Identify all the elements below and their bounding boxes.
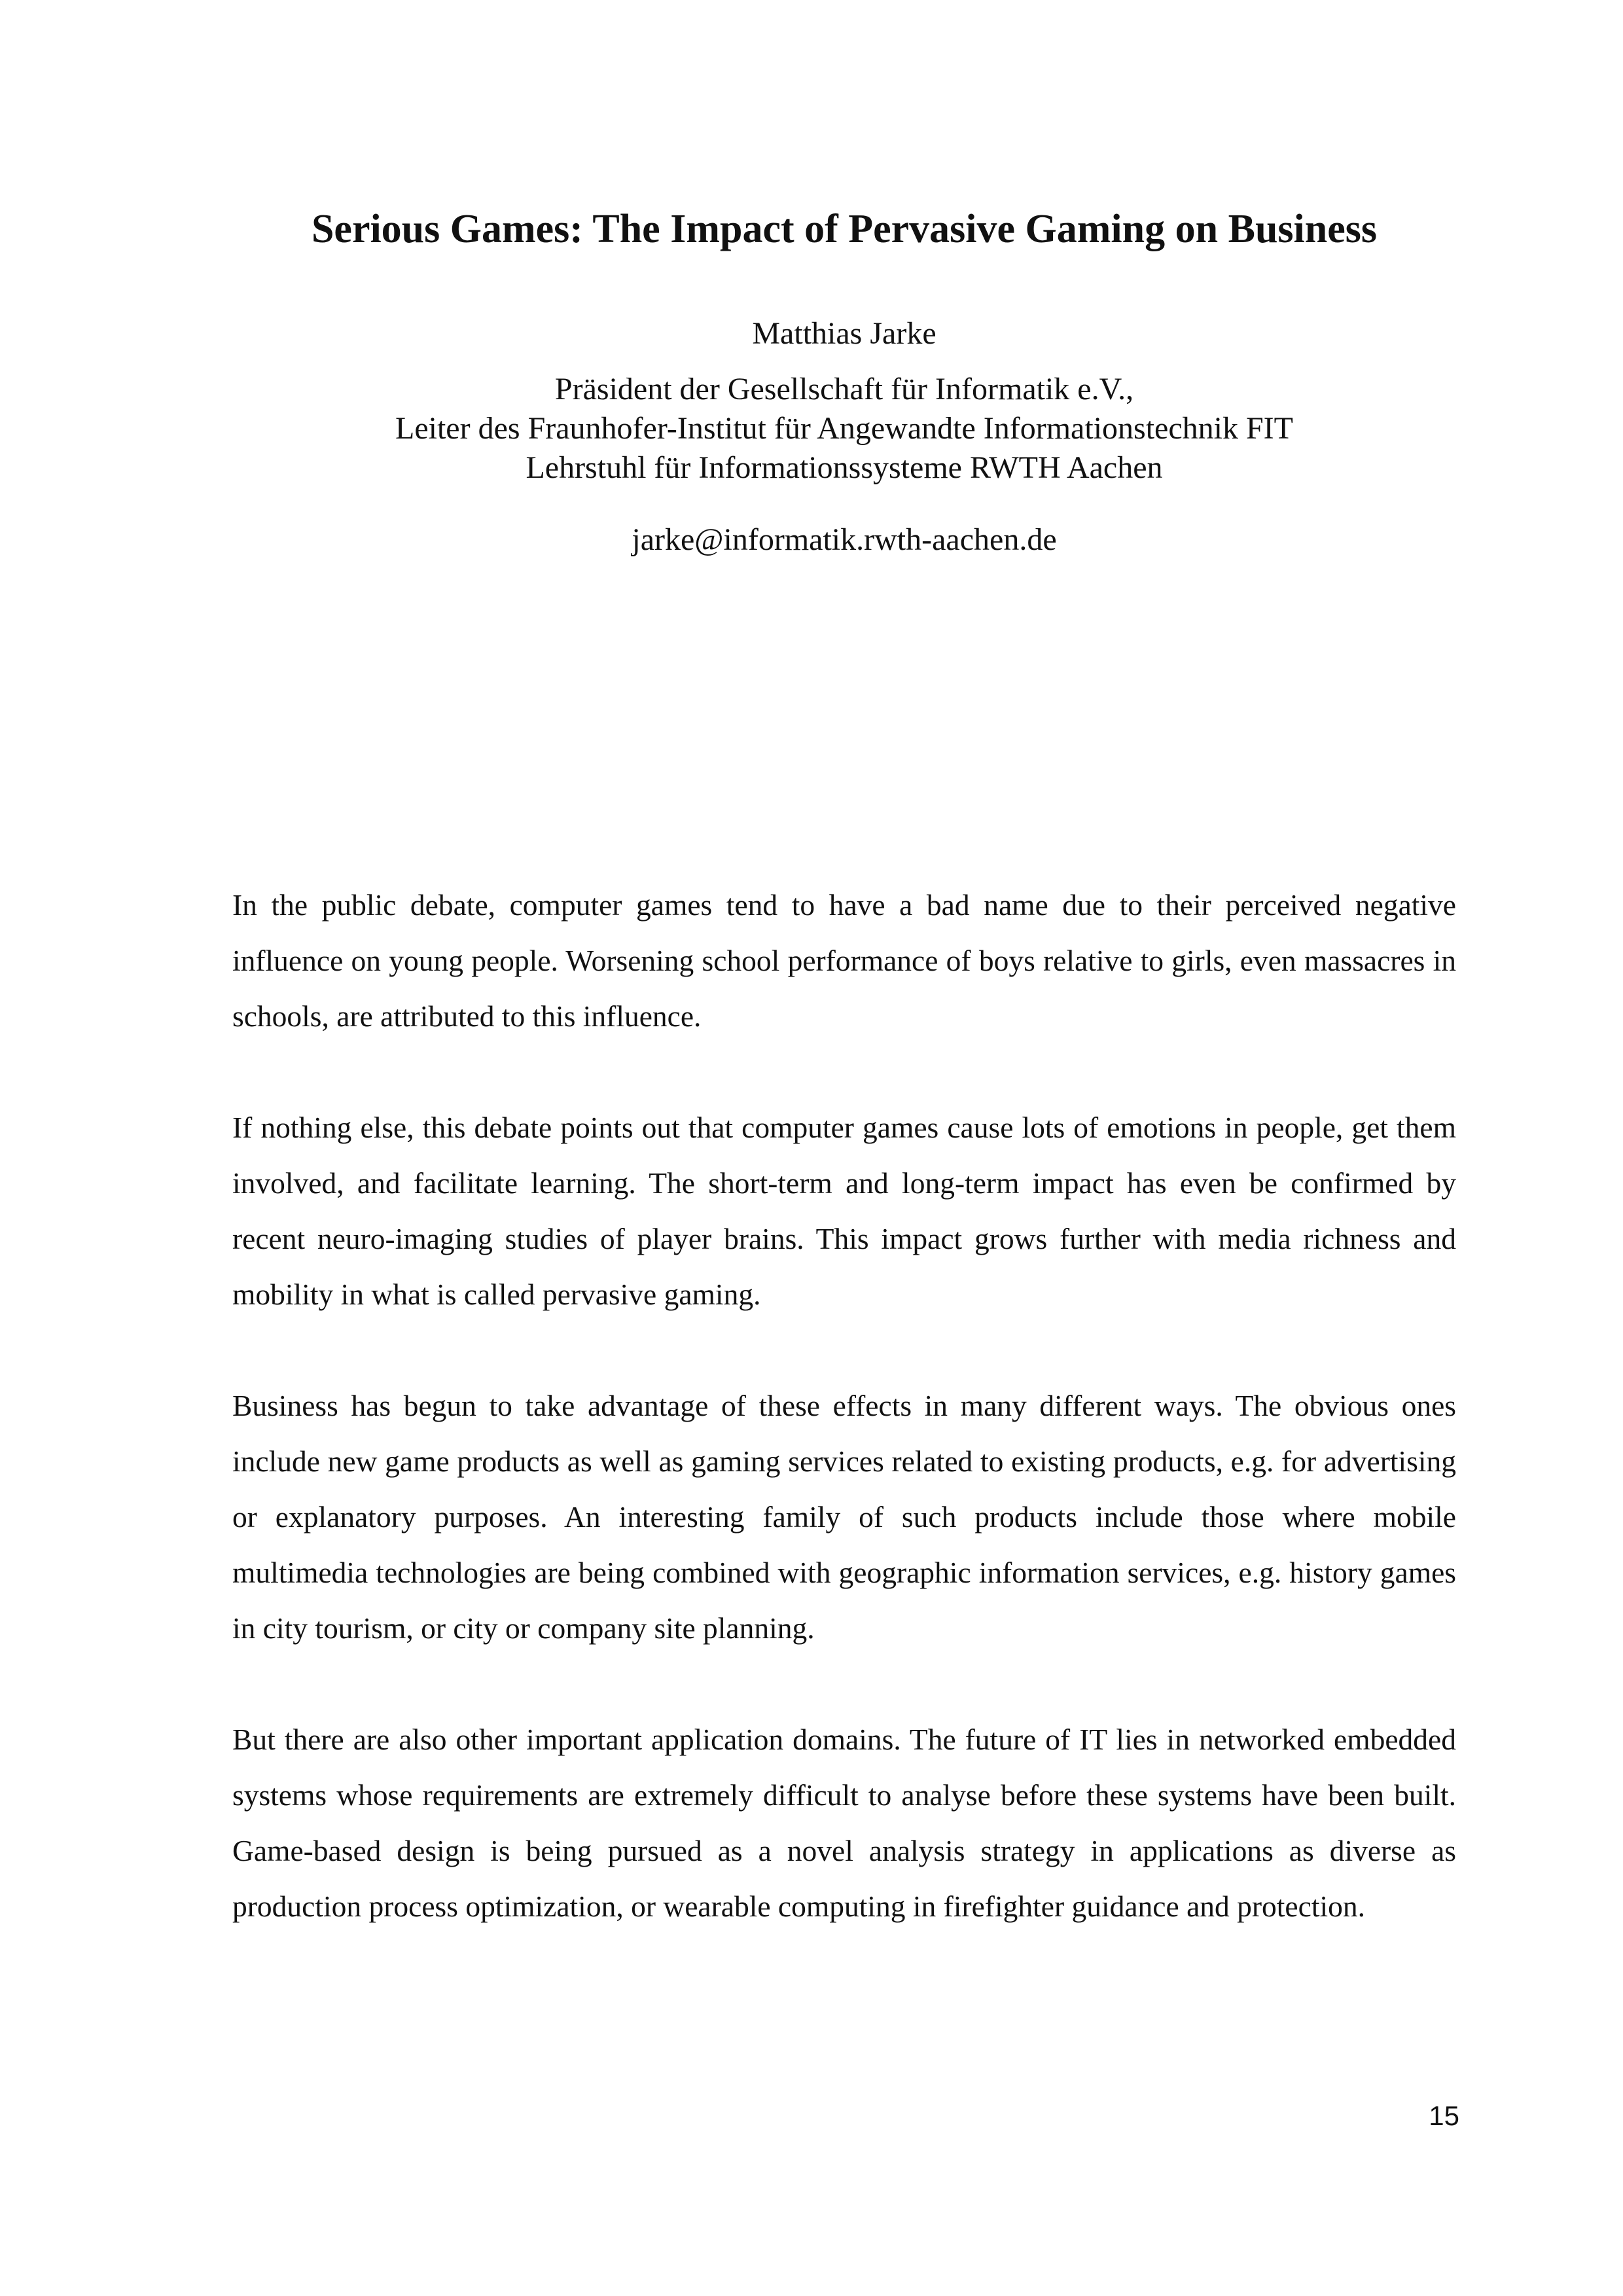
- author-name: Matthias Jarke: [752, 316, 936, 351]
- body-paragraph: But there are also other important application domains. The future of IT lies in networked embedded systems whose requirements are extremely difficult to analyse before these systems have been built. Game-based design is being pursued as a novel analysis strategy in applications as diverse as production process optimization, or wearable computing in firefighter guidance and protection.: [232, 1723, 1456, 1923]
- body-paragraph: In the public debate, computer games tend to have a bad name due to their perceived negative influence on young people. Worsening school performance of boys relative to girls, even massacres in schools, are attributed to this influence.: [232, 888, 1456, 1033]
- page-number: 15: [1429, 2100, 1459, 2131]
- paper-title: Serious Games: The Impact of Pervasive Gaming on Business: [311, 207, 1378, 251]
- body-paragraph: If nothing else, this debate points out that computer games cause lots of emotions in people, get them involved, and facilitate learning. The short-term and long-term impact has even be confirmed by recent neuro-imaging studies of player brains. This impact grows further with media richness and mobility in what is called pervasive gaming.: [232, 1111, 1456, 1311]
- author-email: jarke@informatik.rwth-aachen.de: [632, 522, 1057, 557]
- abstract-body: [232, 877, 1456, 1990]
- body-paragraph: Business has begun to take advantage of these effects in many different ways. The obvious ones include new game products as well as gaming services related to existing products, e.g. for advertising or explanatory purposes. An interesting family of such products include those where mobile multimedia technologies are being combined with geographic information services, e.g. history games in city tourism, or city or company site planning.: [232, 1389, 1456, 1645]
- affiliation-line: Leiter des Fraunhofer-Institut für Angewandte Informationstechnik FIT: [395, 411, 1293, 446]
- affiliation-line: Präsident der Gesellschaft für Informatik e.V.,: [554, 372, 1134, 406]
- author-affiliations: [0, 370, 1623, 488]
- affiliation-line: Lehrstuhl für Informationssysteme RWTH Aachen: [526, 450, 1163, 485]
